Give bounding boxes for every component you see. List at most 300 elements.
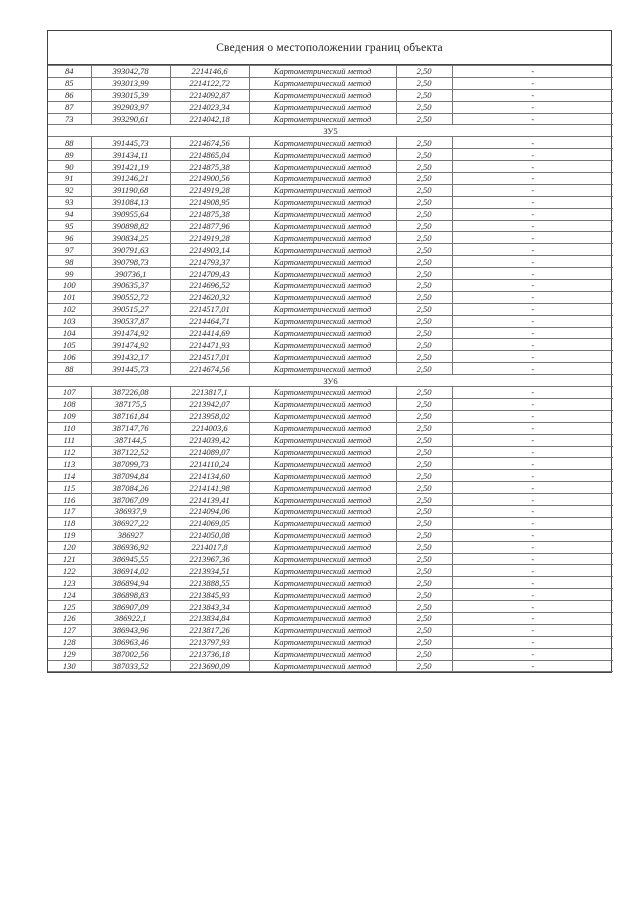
accuracy-cell: 2,50 — [396, 291, 452, 303]
x-coordinate-cell: 386922,1 — [91, 612, 170, 624]
table-row — [48, 636, 613, 648]
method-cell: Картометрический метод — [249, 315, 396, 327]
table-row — [48, 291, 613, 303]
x-coordinate-cell: 387099,73 — [91, 458, 170, 470]
y-coordinate-cell: 2214122,72 — [170, 77, 249, 89]
method-cell: Картометрический метод — [249, 196, 396, 208]
accuracy-cell: 2,50 — [396, 624, 452, 636]
table-row — [48, 624, 613, 636]
x-coordinate-cell: 386894,94 — [91, 577, 170, 589]
x-coordinate-cell: 391434,11 — [91, 149, 170, 161]
table-row — [48, 196, 613, 208]
accuracy-cell: 2,50 — [396, 280, 452, 292]
x-coordinate-cell: 387144,5 — [91, 434, 170, 446]
description-cell: - — [452, 113, 613, 125]
description-cell: - — [452, 137, 613, 149]
method-cell: Картометрический метод — [249, 398, 396, 410]
point-number-cell: 114 — [48, 470, 91, 482]
description-cell: - — [452, 196, 613, 208]
y-coordinate-cell: 2214709,43 — [170, 268, 249, 280]
table-row — [48, 351, 613, 363]
point-number-cell: 124 — [48, 589, 91, 601]
accuracy-cell: 2,50 — [396, 529, 452, 541]
method-cell: Картометрический метод — [249, 446, 396, 458]
description-cell: - — [452, 256, 613, 268]
accuracy-cell: 2,50 — [396, 470, 452, 482]
method-cell: Картометрический метод — [249, 612, 396, 624]
y-coordinate-cell: 2213817,1 — [170, 387, 249, 399]
table-row — [48, 315, 613, 327]
description-cell: - — [452, 161, 613, 173]
point-number-cell: 123 — [48, 577, 91, 589]
description-cell: - — [452, 387, 613, 399]
y-coordinate-cell: 2214517,01 — [170, 303, 249, 315]
point-number-cell: 112 — [48, 446, 91, 458]
description-cell: - — [452, 101, 613, 113]
method-cell: Картометрический метод — [249, 303, 396, 315]
accuracy-cell: 2,50 — [396, 208, 452, 220]
table-row — [48, 517, 613, 529]
y-coordinate-cell: 2214919,28 — [170, 232, 249, 244]
x-coordinate-cell: 391474,92 — [91, 339, 170, 351]
table-row — [48, 327, 613, 339]
point-number-cell: 118 — [48, 517, 91, 529]
y-coordinate-cell: 2214042,18 — [170, 113, 249, 125]
point-number-cell: 125 — [48, 601, 91, 613]
x-coordinate-cell: 391421,19 — [91, 161, 170, 173]
point-number-cell: 98 — [48, 256, 91, 268]
point-number-cell: 96 — [48, 232, 91, 244]
x-coordinate-cell: 391432,17 — [91, 351, 170, 363]
x-coordinate-cell: 386945,55 — [91, 553, 170, 565]
y-coordinate-cell: 2214464,71 — [170, 315, 249, 327]
method-cell: Картометрический метод — [249, 351, 396, 363]
method-cell: Картометрический метод — [249, 517, 396, 529]
accuracy-cell: 2,50 — [396, 446, 452, 458]
table-row — [48, 422, 613, 434]
point-number-cell: 97 — [48, 244, 91, 256]
method-cell: Картометрический метод — [249, 660, 396, 672]
description-cell: - — [452, 482, 613, 494]
table-row — [48, 612, 613, 624]
accuracy-cell: 2,50 — [396, 387, 452, 399]
description-cell: - — [452, 458, 613, 470]
y-coordinate-cell: 2213845,93 — [170, 589, 249, 601]
point-number-cell: 88 — [48, 363, 91, 375]
method-cell: Картометрический метод — [249, 482, 396, 494]
accuracy-cell: 2,50 — [396, 268, 452, 280]
description-cell: - — [452, 529, 613, 541]
method-cell: Картометрический метод — [249, 327, 396, 339]
description-cell: - — [452, 410, 613, 422]
x-coordinate-cell: 390898,82 — [91, 220, 170, 232]
table-row — [48, 470, 613, 482]
y-coordinate-cell: 2214092,87 — [170, 89, 249, 101]
x-coordinate-cell: 393013,99 — [91, 77, 170, 89]
table-row — [48, 77, 613, 89]
accuracy-cell: 2,50 — [396, 589, 452, 601]
description-cell: - — [452, 315, 613, 327]
table-row — [48, 232, 613, 244]
table-row — [48, 244, 613, 256]
method-cell: Картометрический метод — [249, 648, 396, 660]
point-number-cell: 85 — [48, 77, 91, 89]
section-row — [48, 125, 613, 137]
x-coordinate-cell: 392903,97 — [91, 101, 170, 113]
table-row — [48, 303, 613, 315]
accuracy-cell: 2,50 — [396, 398, 452, 410]
y-coordinate-cell: 2214865,04 — [170, 149, 249, 161]
y-coordinate-cell: 2214908,95 — [170, 196, 249, 208]
point-number-cell: 99 — [48, 268, 91, 280]
method-cell: Картометрический метод — [249, 291, 396, 303]
table-row — [48, 565, 613, 577]
accuracy-cell: 2,50 — [396, 505, 452, 517]
x-coordinate-cell: 387161,84 — [91, 410, 170, 422]
description-cell: - — [452, 470, 613, 482]
method-cell: Картометрический метод — [249, 470, 396, 482]
coordinates-table-body — [48, 66, 613, 672]
table-row — [48, 161, 613, 173]
section-row — [48, 375, 613, 387]
method-cell: Картометрический метод — [249, 77, 396, 89]
coordinates-table — [48, 65, 613, 672]
point-number-cell: 93 — [48, 196, 91, 208]
accuracy-cell: 2,50 — [396, 517, 452, 529]
point-number-cell: 121 — [48, 553, 91, 565]
y-coordinate-cell: 2214875,38 — [170, 161, 249, 173]
y-coordinate-cell: 2214877,96 — [170, 220, 249, 232]
y-coordinate-cell: 2214139,41 — [170, 494, 249, 506]
accuracy-cell: 2,50 — [396, 636, 452, 648]
accuracy-cell: 2,50 — [396, 363, 452, 375]
table-row — [48, 446, 613, 458]
y-coordinate-cell: 2214471,93 — [170, 339, 249, 351]
x-coordinate-cell: 387002,56 — [91, 648, 170, 660]
method-cell: Картометрический метод — [249, 505, 396, 517]
description-cell: - — [452, 363, 613, 375]
accuracy-cell: 2,50 — [396, 149, 452, 161]
description-cell: - — [452, 517, 613, 529]
table-row — [48, 113, 613, 125]
x-coordinate-cell: 390515,27 — [91, 303, 170, 315]
accuracy-cell: 2,50 — [396, 458, 452, 470]
point-number-cell: 101 — [48, 291, 91, 303]
y-coordinate-cell: 2214414,69 — [170, 327, 249, 339]
x-coordinate-cell: 390791,63 — [91, 244, 170, 256]
x-coordinate-cell: 387067,09 — [91, 494, 170, 506]
table-row — [48, 89, 613, 101]
x-coordinate-cell: 386936,92 — [91, 541, 170, 553]
y-coordinate-cell: 2214023,34 — [170, 101, 249, 113]
y-coordinate-cell: 2214696,52 — [170, 280, 249, 292]
method-cell: Картометрический метод — [249, 565, 396, 577]
y-coordinate-cell: 2214094,06 — [170, 505, 249, 517]
x-coordinate-cell: 386927,22 — [91, 517, 170, 529]
accuracy-cell: 2,50 — [396, 565, 452, 577]
x-coordinate-cell: 387094,84 — [91, 470, 170, 482]
table-row — [48, 387, 613, 399]
description-cell: - — [452, 149, 613, 161]
table-row — [48, 220, 613, 232]
description-cell: - — [452, 434, 613, 446]
x-coordinate-cell: 393290,61 — [91, 113, 170, 125]
boundary-table-frame — [47, 30, 612, 673]
accuracy-cell: 2,50 — [396, 256, 452, 268]
table-row — [48, 553, 613, 565]
x-coordinate-cell: 386963,46 — [91, 636, 170, 648]
accuracy-cell: 2,50 — [396, 327, 452, 339]
point-number-cell: 108 — [48, 398, 91, 410]
table-row — [48, 482, 613, 494]
description-cell: - — [452, 636, 613, 648]
point-number-cell: 111 — [48, 434, 91, 446]
description-cell: - — [452, 422, 613, 434]
method-cell: Картометрический метод — [249, 387, 396, 399]
y-coordinate-cell: 2214089,07 — [170, 446, 249, 458]
point-number-cell: 87 — [48, 101, 91, 113]
accuracy-cell: 2,50 — [396, 220, 452, 232]
x-coordinate-cell: 393015,39 — [91, 89, 170, 101]
point-number-cell: 117 — [48, 505, 91, 517]
description-cell: - — [452, 77, 613, 89]
description-cell: - — [452, 494, 613, 506]
description-cell: - — [452, 268, 613, 280]
description-cell: - — [452, 505, 613, 517]
description-cell: - — [452, 660, 613, 672]
table-row — [48, 398, 613, 410]
point-number-cell: 84 — [48, 66, 91, 78]
description-cell: - — [452, 291, 613, 303]
accuracy-cell: 2,50 — [396, 244, 452, 256]
x-coordinate-cell: 391246,21 — [91, 173, 170, 185]
point-number-cell: 88 — [48, 137, 91, 149]
accuracy-cell: 2,50 — [396, 232, 452, 244]
point-number-cell: 86 — [48, 89, 91, 101]
y-coordinate-cell: 2214050,08 — [170, 529, 249, 541]
method-cell: Картометрический метод — [249, 577, 396, 589]
y-coordinate-cell: 2214517,01 — [170, 351, 249, 363]
point-number-cell: 113 — [48, 458, 91, 470]
description-cell: - — [452, 446, 613, 458]
table-row — [48, 458, 613, 470]
table-row — [48, 268, 613, 280]
point-number-cell: 128 — [48, 636, 91, 648]
method-cell: Картометрический метод — [249, 161, 396, 173]
x-coordinate-cell: 390736,1 — [91, 268, 170, 280]
table-row — [48, 173, 613, 185]
point-number-cell: 104 — [48, 327, 91, 339]
y-coordinate-cell: 2213843,34 — [170, 601, 249, 613]
accuracy-cell: 2,50 — [396, 303, 452, 315]
method-cell: Картометрический метод — [249, 434, 396, 446]
table-row — [48, 589, 613, 601]
accuracy-cell: 2,50 — [396, 161, 452, 173]
x-coordinate-cell: 387122,52 — [91, 446, 170, 458]
description-cell: - — [452, 303, 613, 315]
point-number-cell: 102 — [48, 303, 91, 315]
accuracy-cell: 2,50 — [396, 494, 452, 506]
description-cell: - — [452, 244, 613, 256]
description-cell: - — [452, 612, 613, 624]
accuracy-cell: 2,50 — [396, 660, 452, 672]
y-coordinate-cell: 2213817,26 — [170, 624, 249, 636]
x-coordinate-cell: 391190,68 — [91, 184, 170, 196]
method-cell: Картометрический метод — [249, 256, 396, 268]
y-coordinate-cell: 2214069,05 — [170, 517, 249, 529]
method-cell: Картометрический метод — [249, 541, 396, 553]
table-row — [48, 66, 613, 78]
method-cell: Картометрический метод — [249, 184, 396, 196]
accuracy-cell: 2,50 — [396, 101, 452, 113]
y-coordinate-cell: 2213797,93 — [170, 636, 249, 648]
y-coordinate-cell: 2213736,18 — [170, 648, 249, 660]
accuracy-cell: 2,50 — [396, 77, 452, 89]
point-number-cell: 94 — [48, 208, 91, 220]
y-coordinate-cell: 2214900,56 — [170, 173, 249, 185]
accuracy-cell: 2,50 — [396, 577, 452, 589]
y-coordinate-cell: 2213834,84 — [170, 612, 249, 624]
accuracy-cell: 2,50 — [396, 66, 452, 78]
point-number-cell: 106 — [48, 351, 91, 363]
point-number-cell: 115 — [48, 482, 91, 494]
x-coordinate-cell: 393042,78 — [91, 66, 170, 78]
accuracy-cell: 2,50 — [396, 339, 452, 351]
point-number-cell: 92 — [48, 184, 91, 196]
y-coordinate-cell: 2213934,51 — [170, 565, 249, 577]
point-number-cell: 119 — [48, 529, 91, 541]
method-cell: Картометрический метод — [249, 149, 396, 161]
point-number-cell: 120 — [48, 541, 91, 553]
y-coordinate-cell: 2214134,60 — [170, 470, 249, 482]
y-coordinate-cell: 2214919,28 — [170, 184, 249, 196]
table-row — [48, 208, 613, 220]
point-number-cell: 127 — [48, 624, 91, 636]
description-cell: - — [452, 280, 613, 292]
method-cell: Картометрический метод — [249, 601, 396, 613]
table-row — [48, 434, 613, 446]
table-row — [48, 280, 613, 292]
y-coordinate-cell: 2214793,37 — [170, 256, 249, 268]
x-coordinate-cell: 387033,52 — [91, 660, 170, 672]
description-cell: - — [452, 220, 613, 232]
table-row — [48, 410, 613, 422]
method-cell: Картометрический метод — [249, 280, 396, 292]
accuracy-cell: 2,50 — [396, 351, 452, 363]
description-cell: - — [452, 184, 613, 196]
point-number-cell: 95 — [48, 220, 91, 232]
accuracy-cell: 2,50 — [396, 553, 452, 565]
x-coordinate-cell: 391445,73 — [91, 137, 170, 149]
x-coordinate-cell: 390552,72 — [91, 291, 170, 303]
table-row — [48, 101, 613, 113]
x-coordinate-cell: 386898,83 — [91, 589, 170, 601]
point-number-cell: 129 — [48, 648, 91, 660]
point-number-cell: 103 — [48, 315, 91, 327]
y-coordinate-cell: 2214903,14 — [170, 244, 249, 256]
method-cell: Картометрический метод — [249, 66, 396, 78]
accuracy-cell: 2,50 — [396, 137, 452, 149]
description-cell: - — [452, 66, 613, 78]
x-coordinate-cell: 390635,37 — [91, 280, 170, 292]
method-cell: Картометрический метод — [249, 339, 396, 351]
y-coordinate-cell: 2214674,56 — [170, 363, 249, 375]
accuracy-cell: 2,50 — [396, 422, 452, 434]
method-cell: Картометрический метод — [249, 208, 396, 220]
x-coordinate-cell: 390955,64 — [91, 208, 170, 220]
x-coordinate-cell: 387084,26 — [91, 482, 170, 494]
y-coordinate-cell: 2214875,38 — [170, 208, 249, 220]
y-coordinate-cell: 2213967,36 — [170, 553, 249, 565]
x-coordinate-cell: 390834,25 — [91, 232, 170, 244]
description-cell: - — [452, 589, 613, 601]
method-cell: Картометрический метод — [249, 624, 396, 636]
table-row — [48, 529, 613, 541]
point-number-cell: 91 — [48, 173, 91, 185]
table-title: Сведения о местоположении границ объекта — [48, 31, 611, 65]
description-cell: - — [452, 232, 613, 244]
accuracy-cell: 2,50 — [396, 315, 452, 327]
y-coordinate-cell: 2214674,56 — [170, 137, 249, 149]
accuracy-cell: 2,50 — [396, 184, 452, 196]
accuracy-cell: 2,50 — [396, 601, 452, 613]
y-coordinate-cell: 2214039,42 — [170, 434, 249, 446]
x-coordinate-cell: 391445,73 — [91, 363, 170, 375]
table-row — [48, 648, 613, 660]
method-cell: Картометрический метод — [249, 422, 396, 434]
y-coordinate-cell: 2213690,09 — [170, 660, 249, 672]
method-cell: Картометрический метод — [249, 220, 396, 232]
y-coordinate-cell: 2214141,98 — [170, 482, 249, 494]
accuracy-cell: 2,50 — [396, 541, 452, 553]
table-row — [48, 339, 613, 351]
y-coordinate-cell: 2214110,24 — [170, 458, 249, 470]
description-cell: - — [452, 577, 613, 589]
accuracy-cell: 2,50 — [396, 89, 452, 101]
table-row — [48, 363, 613, 375]
description-cell: - — [452, 565, 613, 577]
y-coordinate-cell: 2214620,32 — [170, 291, 249, 303]
method-cell: Картометрический метод — [249, 529, 396, 541]
point-number-cell: 89 — [48, 149, 91, 161]
section-label: ЗУ6 — [48, 375, 613, 387]
table-row — [48, 601, 613, 613]
table-row — [48, 184, 613, 196]
accuracy-cell: 2,50 — [396, 196, 452, 208]
point-number-cell: 122 — [48, 565, 91, 577]
table-row — [48, 494, 613, 506]
point-number-cell: 105 — [48, 339, 91, 351]
method-cell: Картометрический метод — [249, 89, 396, 101]
description-cell: - — [452, 173, 613, 185]
point-number-cell: 73 — [48, 113, 91, 125]
table-row — [48, 660, 613, 672]
accuracy-cell: 2,50 — [396, 173, 452, 185]
description-cell: - — [452, 601, 613, 613]
accuracy-cell: 2,50 — [396, 482, 452, 494]
method-cell: Картометрический метод — [249, 458, 396, 470]
method-cell: Картометрический метод — [249, 410, 396, 422]
table-row — [48, 505, 613, 517]
x-coordinate-cell: 386943,96 — [91, 624, 170, 636]
point-number-cell: 130 — [48, 660, 91, 672]
point-number-cell: 107 — [48, 387, 91, 399]
accuracy-cell: 2,50 — [396, 434, 452, 446]
y-coordinate-cell: 2213888,55 — [170, 577, 249, 589]
description-cell: - — [452, 553, 613, 565]
method-cell: Картометрический метод — [249, 589, 396, 601]
table-row — [48, 137, 613, 149]
